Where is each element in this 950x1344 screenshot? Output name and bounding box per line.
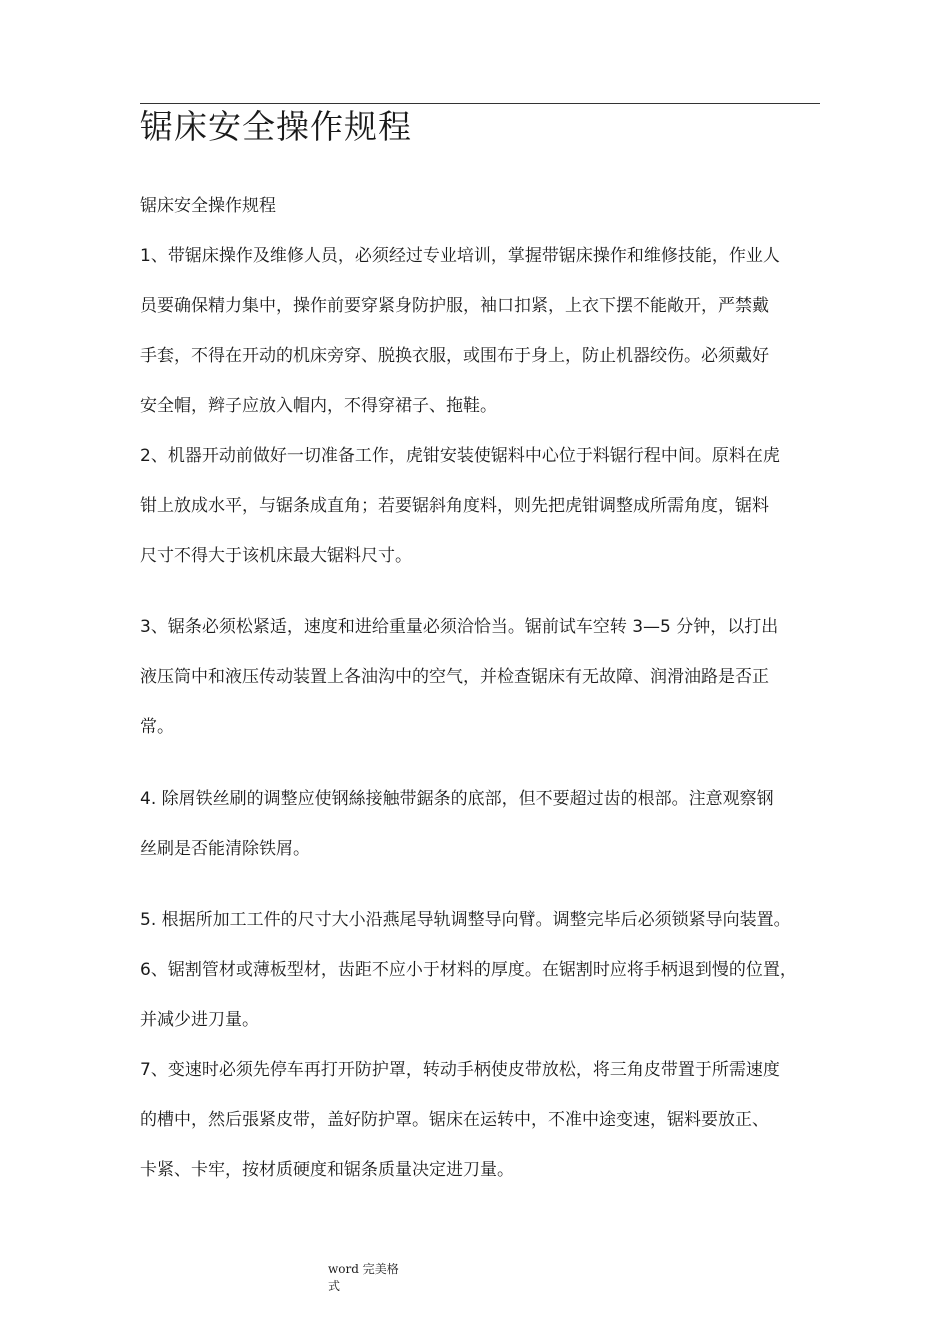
text-line: 5. 根据所加工工件的尺寸大小沿燕尾导轨调整导向臂。调整完毕后必须锁紧导向装置。	[140, 910, 791, 930]
text-line: 安全帽，辫子应放入帽内，不得穿裙子、拖鞋。	[140, 396, 497, 416]
text-line: 手套，不得在开动的机床旁穿、脱换衣服，或围布于身上，防止机器绞伤。必须戴好	[140, 346, 769, 366]
text-line: 并减少进刀量。	[140, 1010, 259, 1030]
text-line: 员要确保精力集中，操作前要穿紧身防护服，袖口扣紧，上衣下摆不能敞开，严禁戴	[140, 296, 769, 316]
text-line: 钳上放成水平，与锯条成直角；若要锯斜角度料，则先把虎钳调整成所需角度，锯料	[140, 496, 769, 516]
text-line: 的槽中，然后張紧皮带，盖好防护罩。锯床在运转中，不准中途变速，锯料要放正、	[140, 1110, 769, 1130]
text-line: 液压筒中和液压传动装置上各油沟中的空气，并检查锯床有无故障、润滑油路是否正	[140, 667, 769, 687]
text-line: 6、锯割管材或薄板型材，齿距不应小于材料的厚度。在锯割时应将手柄退到慢的位置，	[140, 960, 797, 980]
text-line: 卡紧、卡牢，按材质硬度和锯条质量决定进刀量。	[140, 1160, 514, 1180]
text-line: 2、机器开动前做好一切准备工作，虎钳安装使锯料中心位于料锯行程中间。原料在虎	[140, 446, 780, 466]
text-line: 7、变速时必须先停车再打开防护罩，转动手柄使皮带放松，将三角皮带置于所需速度	[140, 1060, 780, 1080]
page-footer: word 完美格式	[328, 1262, 399, 1293]
text-line: 3、锯条必须松紧适，速度和进给重量必须洽恰当。锯前试车空转 3—5 分钟，以打出	[140, 617, 779, 637]
section-heading: 锯床安全操作规程	[140, 196, 276, 216]
document-title: 锯床安全操作规程	[140, 107, 412, 146]
text-line: 丝刷是否能清除铁屑。	[140, 839, 310, 859]
text-line: 常。	[140, 717, 174, 737]
text-line: 4. 除屑铁丝刷的调整应使钢絲接触带鋸条的底部，但不要超过齿的根部。注意观察钢	[140, 789, 774, 809]
text-line: 尺寸不得大于该机床最大锯料尺寸。	[140, 546, 412, 566]
text-line: 1、带锯床操作及维修人员，必须经过专业培训，掌握带锯床操作和维修技能，作业人	[140, 246, 780, 266]
